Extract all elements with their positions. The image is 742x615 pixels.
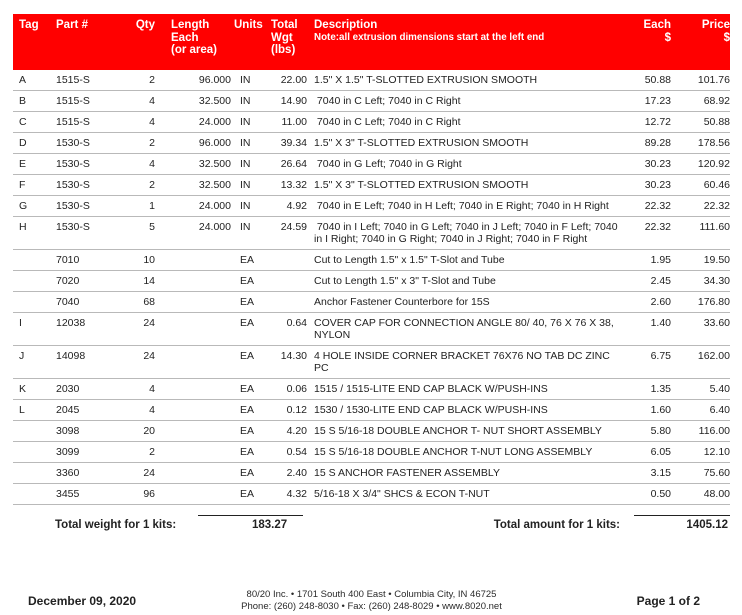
cell-each-price: 12.72 bbox=[644, 115, 671, 128]
cell-units: EA bbox=[240, 316, 255, 329]
cell-qty: 2 bbox=[149, 136, 155, 149]
cell-tag bbox=[13, 442, 51, 462]
table-row bbox=[13, 379, 730, 400]
cell-total-wgt: 39.34 bbox=[280, 136, 307, 149]
table-row bbox=[13, 217, 730, 250]
cell-units: IN bbox=[240, 220, 251, 233]
col-header-units: Units bbox=[234, 19, 263, 31]
cell-total-wgt: 4.20 bbox=[286, 424, 307, 437]
table-row bbox=[13, 421, 730, 442]
cell-total-wgt: 26.64 bbox=[280, 157, 307, 170]
cell-qty: 1 bbox=[149, 199, 155, 212]
col-header-price-line1: Price bbox=[701, 19, 730, 31]
table-row bbox=[13, 70, 730, 91]
cell-each-price: 89.28 bbox=[644, 136, 671, 149]
cell-qty: 20 bbox=[143, 424, 155, 437]
cell-units: EA bbox=[240, 424, 255, 437]
cell-qty: 24 bbox=[143, 349, 155, 362]
cell-ext-price: 75.60 bbox=[703, 466, 730, 479]
cell-part-number: 1530-S bbox=[56, 178, 90, 191]
cell-ext-price: 48.00 bbox=[703, 487, 730, 500]
cell-qty: 10 bbox=[143, 253, 155, 266]
cell-length-each: 24.000 bbox=[198, 115, 231, 128]
table-row bbox=[13, 484, 730, 505]
cell-qty: 4 bbox=[149, 403, 155, 416]
cell-length-each bbox=[155, 400, 231, 420]
cell-length-each bbox=[155, 313, 231, 345]
col-header-wgt-line3: (lbs) bbox=[271, 44, 296, 56]
cell-ext-price: 176.80 bbox=[697, 295, 730, 308]
cell-total-wgt: 0.06 bbox=[286, 382, 307, 395]
cell-qty: 14 bbox=[143, 274, 155, 287]
cell-qty: 2 bbox=[149, 73, 155, 86]
cell-each-price: 22.32 bbox=[644, 199, 671, 212]
cell-length-each: 32.500 bbox=[198, 178, 231, 191]
cell-ext-price: 19.50 bbox=[703, 253, 730, 266]
cell-tag bbox=[13, 484, 51, 504]
cell-tag bbox=[13, 292, 51, 312]
cell-part-number: 7010 bbox=[56, 253, 80, 266]
cell-tag bbox=[13, 421, 51, 441]
table-row bbox=[13, 133, 730, 154]
cell-length-each: 96.000 bbox=[198, 73, 231, 86]
cell-each-price: 1.40 bbox=[650, 316, 671, 329]
col-header-description-title: Description bbox=[314, 19, 378, 31]
cell-tag: B bbox=[19, 94, 27, 107]
total-weight-group bbox=[55, 515, 303, 531]
cell-part-number: 1530-S bbox=[56, 220, 90, 233]
table-row bbox=[13, 250, 730, 271]
cell-total-wgt bbox=[267, 292, 307, 312]
col-header-wgt-line1: Total bbox=[271, 19, 298, 31]
page-footer bbox=[13, 589, 730, 612]
cell-each-price: 6.05 bbox=[650, 445, 671, 458]
cell-each-price: 1.35 bbox=[650, 382, 671, 395]
cell-tag: I bbox=[19, 316, 22, 329]
cell-tag: L bbox=[19, 403, 25, 416]
table-row bbox=[13, 175, 730, 196]
cell-tag: F bbox=[19, 178, 26, 191]
cell-each-price: 17.23 bbox=[644, 94, 671, 107]
cell-length-each: 32.500 bbox=[198, 157, 231, 170]
cell-length-each bbox=[155, 250, 231, 270]
cell-ext-price: 111.60 bbox=[699, 220, 730, 233]
cell-length-each: 32.500 bbox=[198, 94, 231, 107]
cell-each-price: 1.60 bbox=[650, 403, 671, 416]
cell-part-number: 7020 bbox=[56, 274, 80, 287]
cell-length-each: 96.000 bbox=[198, 136, 231, 149]
totals-row bbox=[13, 515, 730, 531]
cell-part-number: 2030 bbox=[56, 382, 80, 395]
cell-units: IN bbox=[240, 199, 251, 212]
document-date: December 09, 2020 bbox=[28, 594, 137, 608]
col-header-qty: Qty bbox=[135, 19, 155, 31]
table-row bbox=[13, 91, 730, 112]
cell-ext-price: 6.40 bbox=[709, 403, 730, 416]
cell-ext-price: 101.76 bbox=[697, 73, 730, 86]
cell-length-each bbox=[155, 442, 231, 462]
cell-tag: J bbox=[19, 349, 25, 362]
cell-description: Anchor Fastener Counterbore for 15S bbox=[314, 295, 490, 308]
table-row bbox=[13, 196, 730, 217]
cell-length-each bbox=[155, 292, 231, 312]
cell-total-wgt: 0.12 bbox=[286, 403, 307, 416]
col-header-description-note: Note:all extrusion dimensions start at the left end bbox=[314, 31, 545, 43]
cell-ext-price: 68.92 bbox=[703, 94, 730, 107]
col-header-each-line2: $ bbox=[664, 31, 671, 44]
cell-qty: 4 bbox=[149, 382, 155, 395]
cell-description: 1.5" X 3" T-SLOTTED EXTRUSION SMOOTH bbox=[314, 136, 529, 149]
cell-ext-price: 120.92 bbox=[697, 157, 730, 170]
cell-part-number: 2045 bbox=[56, 403, 80, 416]
cell-units: EA bbox=[240, 295, 255, 308]
cell-each-price: 30.23 bbox=[644, 178, 671, 191]
cell-each-price: 1.95 bbox=[650, 253, 671, 266]
company-contact-block bbox=[241, 589, 502, 613]
col-header-price bbox=[671, 19, 730, 57]
cell-units: IN bbox=[240, 94, 251, 107]
table-row bbox=[13, 463, 730, 484]
total-amount-group bbox=[494, 515, 730, 531]
cell-length-each bbox=[155, 379, 231, 399]
cell-each-price: 30.23 bbox=[644, 157, 671, 170]
table-row bbox=[13, 154, 730, 175]
cell-tag bbox=[13, 250, 51, 270]
cell-part-number: 1530-S bbox=[56, 157, 90, 170]
cell-total-wgt: 0.54 bbox=[286, 445, 307, 458]
cell-units: EA bbox=[240, 253, 255, 266]
cell-qty: 24 bbox=[143, 466, 155, 479]
total-weight-label: Total weight for 1 kits: bbox=[55, 518, 177, 531]
table-row bbox=[13, 271, 730, 292]
cell-qty: 4 bbox=[149, 94, 155, 107]
cell-total-wgt: 24.59 bbox=[280, 220, 307, 233]
cell-description: 1.5" X 1.5" T-SLOTTED EXTRUSION SMOOTH bbox=[314, 73, 538, 86]
cell-description: 5/16-18 X 3/4" SHCS & ECON T-NUT bbox=[314, 487, 490, 500]
cell-description: 4 HOLE INSIDE CORNER BRACKET 76X76 NO TAB DC ZINC PC bbox=[314, 349, 613, 374]
cell-units: IN bbox=[240, 136, 251, 149]
cell-units: IN bbox=[240, 73, 251, 86]
cell-each-price: 0.50 bbox=[650, 487, 671, 500]
cell-ext-price: 50.88 bbox=[703, 115, 730, 128]
cell-length-each bbox=[155, 271, 231, 291]
cell-length-each bbox=[155, 421, 231, 441]
cell-description: 7040 in C Left; 7040 in C Right bbox=[314, 115, 461, 128]
cell-each-price: 5.80 bbox=[650, 424, 671, 437]
cell-part-number: 3099 bbox=[56, 445, 80, 458]
cell-part-number: 1530-S bbox=[56, 199, 90, 212]
col-header-part: Part # bbox=[56, 19, 88, 31]
cell-units: EA bbox=[240, 445, 255, 458]
cell-units: IN bbox=[240, 178, 251, 191]
cell-part-number: 3360 bbox=[56, 466, 80, 479]
cell-ext-price: 5.40 bbox=[709, 382, 730, 395]
table-row bbox=[13, 292, 730, 313]
cell-ext-price: 33.60 bbox=[703, 316, 730, 329]
cell-tag: C bbox=[19, 115, 27, 128]
cell-description: 7040 in C Left; 7040 in C Right bbox=[314, 94, 461, 107]
cell-part-number: 1515-S bbox=[56, 115, 90, 128]
company-phone-line: Phone: (260) 248-8030 • Fax: (260) 248-8029 • www.8020.net bbox=[241, 601, 502, 612]
cell-units: EA bbox=[240, 487, 255, 500]
cell-description: 15 S ANCHOR FASTENER ASSEMBLY bbox=[314, 466, 500, 479]
cell-description: 7040 in I Left; 7040 in G Left; 7040 in J Left; 7040 in F Left; 7040 in I Right; 7040 in G Right; 7040 in J Right; 7040 in F Right bbox=[314, 220, 621, 245]
col-header-each bbox=[629, 19, 671, 57]
cell-each-price: 3.15 bbox=[650, 466, 671, 479]
total-amount-label: Total amount for 1 kits: bbox=[493, 518, 620, 531]
cell-total-wgt: 0.64 bbox=[286, 316, 307, 329]
total-weight-value: 183.27 bbox=[198, 515, 303, 531]
cell-total-wgt: 13.32 bbox=[280, 178, 307, 191]
col-header-each-line1: Each bbox=[643, 19, 671, 31]
table-row bbox=[13, 112, 730, 133]
cell-part-number: 1515-S bbox=[56, 73, 90, 86]
cell-total-wgt: 4.92 bbox=[286, 199, 307, 212]
cell-qty: 2 bbox=[149, 178, 155, 191]
cell-units: EA bbox=[240, 403, 255, 416]
cell-total-wgt: 11.00 bbox=[281, 115, 307, 128]
cell-description: COVER CAP FOR CONNECTION ANGLE 80/ 40, 76 X 76 X 38, NYLON bbox=[314, 316, 617, 341]
cell-tag: G bbox=[19, 199, 28, 212]
cell-ext-price: 34.30 bbox=[703, 274, 730, 287]
cell-length-each bbox=[155, 346, 231, 378]
cell-description: 7040 in E Left; 7040 in H Left; 7040 in E Right; 7040 in H Right bbox=[314, 199, 609, 212]
cell-ext-price: 12.10 bbox=[703, 445, 730, 458]
cell-ext-price: 162.00 bbox=[697, 349, 730, 362]
cell-units: EA bbox=[240, 466, 255, 479]
cell-total-wgt: 14.90 bbox=[280, 94, 307, 107]
page-number: Page 1 of 2 bbox=[636, 594, 700, 608]
cell-each-price: 50.88 bbox=[644, 73, 671, 86]
cell-each-price: 2.45 bbox=[650, 274, 671, 287]
cell-qty: 4 bbox=[149, 115, 155, 128]
cell-description: 1.5" X 3" T-SLOTTED EXTRUSION SMOOTH bbox=[314, 178, 529, 191]
cell-total-wgt: 22.00 bbox=[280, 73, 307, 86]
cell-ext-price: 22.32 bbox=[703, 199, 730, 212]
cell-length-each bbox=[155, 463, 231, 483]
table-row bbox=[13, 400, 730, 421]
table-row bbox=[13, 313, 730, 346]
col-header-description bbox=[307, 19, 629, 57]
cell-part-number: 14098 bbox=[56, 349, 86, 362]
cell-description: Cut to Length 1.5" x 1.5" T-Slot and Tube bbox=[314, 253, 505, 266]
cell-units: EA bbox=[240, 349, 255, 362]
cell-each-price: 22.32 bbox=[644, 220, 671, 233]
cell-description: 1515 / 1515-LITE END CAP BLACK W/PUSH-INS bbox=[314, 382, 548, 395]
cell-part-number: 7040 bbox=[56, 295, 80, 308]
cell-qty: 5 bbox=[149, 220, 155, 233]
cell-total-wgt: 2.40 bbox=[286, 466, 307, 479]
cell-total-wgt: 14.30 bbox=[280, 349, 307, 362]
cell-tag bbox=[13, 271, 51, 291]
company-address-line: 80/20 Inc. • 1701 South 400 East • Columbia City, IN 46725 bbox=[246, 589, 497, 600]
cell-description: 15 S 5/16-18 DOUBLE ANCHOR T-NUT LONG ASSEMBLY bbox=[314, 445, 593, 458]
col-header-price-line2: $ bbox=[723, 31, 730, 44]
cell-total-wgt bbox=[267, 250, 307, 270]
cell-each-price: 2.60 bbox=[650, 295, 671, 308]
cell-length-each: 24.000 bbox=[198, 199, 231, 212]
table-row bbox=[13, 346, 730, 379]
cell-qty: 2 bbox=[149, 445, 155, 458]
cell-units: EA bbox=[240, 274, 255, 287]
col-header-tag: Tag bbox=[19, 19, 39, 31]
cell-qty: 68 bbox=[143, 295, 155, 308]
col-header-length-line3: (or area) bbox=[171, 44, 218, 56]
cell-ext-price: 116.00 bbox=[698, 424, 730, 437]
parts-table bbox=[13, 14, 730, 505]
col-header-total-wgt bbox=[267, 19, 307, 57]
cell-tag: K bbox=[19, 382, 27, 395]
total-amount-value: 1405.12 bbox=[634, 515, 730, 531]
col-header-length-line2: Each bbox=[171, 31, 199, 44]
cell-tag: D bbox=[19, 136, 27, 149]
cell-each-price: 6.75 bbox=[650, 349, 671, 362]
cell-length-each bbox=[155, 484, 231, 504]
cell-tag: E bbox=[19, 157, 27, 170]
cell-qty: 24 bbox=[143, 316, 155, 329]
cell-units: EA bbox=[240, 382, 255, 395]
cell-description: Cut to Length 1.5" x 3" T-Slot and Tube bbox=[314, 274, 496, 287]
table-body bbox=[13, 70, 730, 505]
cell-total-wgt bbox=[267, 271, 307, 291]
table-header-row bbox=[13, 14, 730, 70]
cell-part-number: 3098 bbox=[56, 424, 80, 437]
cell-tag bbox=[13, 463, 51, 483]
cell-part-number: 1515-S bbox=[56, 94, 90, 107]
cell-length-each: 24.000 bbox=[198, 220, 231, 233]
cell-units: IN bbox=[240, 157, 251, 170]
col-header-length-line1: Length bbox=[171, 19, 210, 31]
cell-tag: A bbox=[19, 73, 27, 86]
col-header-wgt-line2: Wgt bbox=[271, 31, 293, 44]
cell-description: 1530 / 1530-LITE END CAP BLACK W/PUSH-INS bbox=[314, 403, 548, 416]
cell-units: IN bbox=[240, 115, 251, 128]
cell-description: 7040 in G Left; 7040 in G Right bbox=[314, 157, 462, 170]
table-row bbox=[13, 442, 730, 463]
cell-tag: H bbox=[19, 220, 27, 233]
cell-part-number: 12038 bbox=[56, 316, 86, 329]
cell-total-wgt: 4.32 bbox=[286, 487, 307, 500]
col-header-length bbox=[155, 19, 231, 57]
cell-qty: 4 bbox=[149, 157, 155, 170]
cell-ext-price: 60.46 bbox=[703, 178, 730, 191]
cell-description: 15 S 5/16-18 DOUBLE ANCHOR T- NUT SHORT ASSEMBLY bbox=[314, 424, 602, 437]
cell-part-number: 3455 bbox=[56, 487, 80, 500]
cell-qty: 96 bbox=[143, 487, 155, 500]
cell-ext-price: 178.56 bbox=[697, 136, 730, 149]
cell-part-number: 1530-S bbox=[56, 136, 90, 149]
